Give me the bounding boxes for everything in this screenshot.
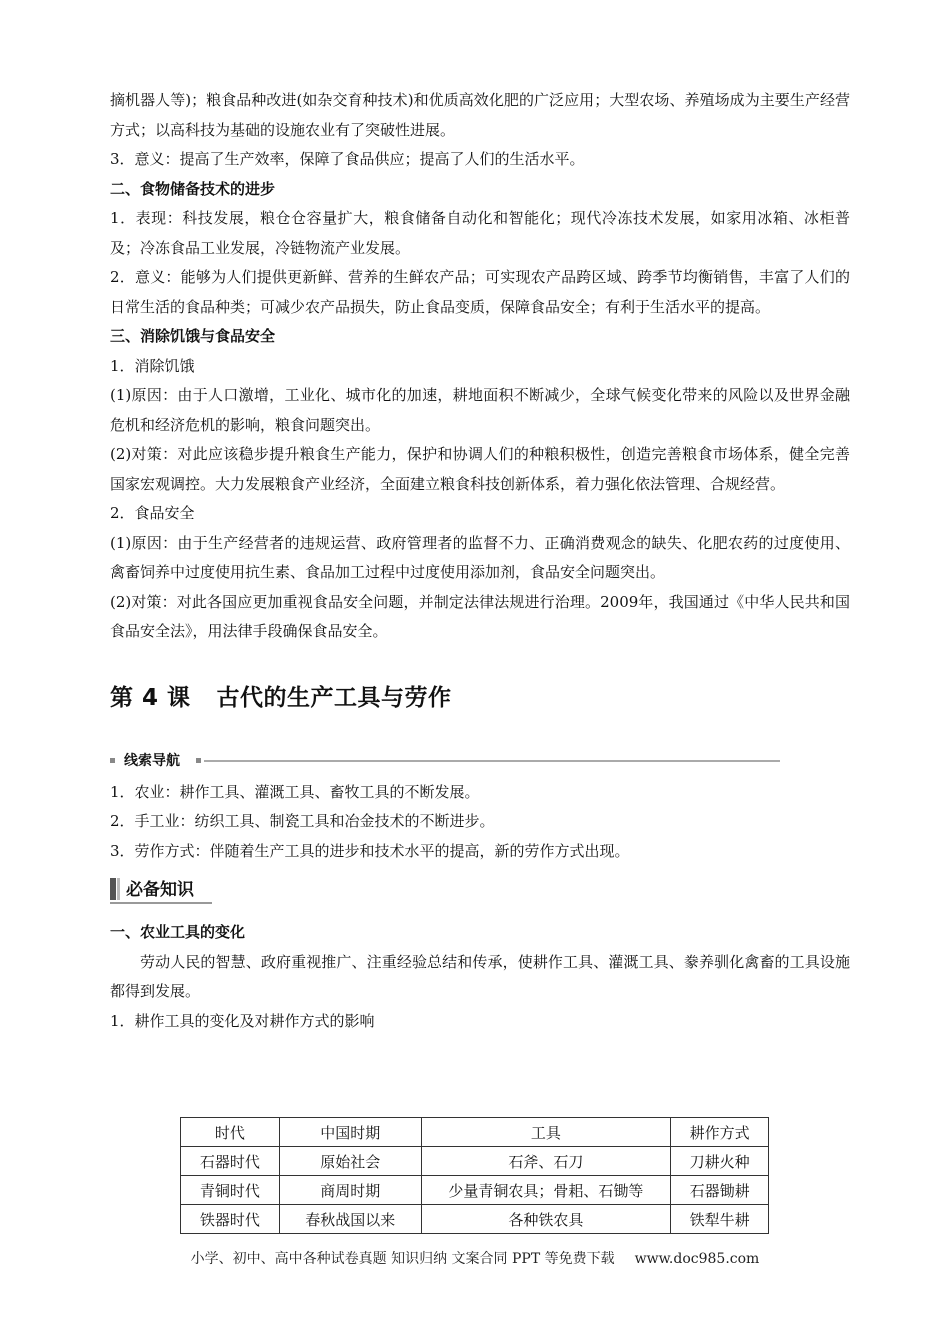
table-cell: 各种铁农具 [421,1205,671,1234]
table-cell: 原始社会 [279,1147,421,1176]
lesson-number: 第 4 课 [110,684,191,711]
paragraph: (2)对策：对此应该稳步提升粮食生产能力，保护和协调人们的种粮积极性，创造完善粮食市场体系，健全完善国家宏观调控。大力发展粮食产业经济，全面建立粮食科技创新体系，着力强化依法管理、合规经营。 [110,445,850,493]
essential-knowledge-tag [110,876,850,904]
clue-navigation-bar [110,750,850,772]
clue-navigation-label: 线索导航 [124,752,180,769]
divider-line [204,760,780,762]
table-cell: 少量青铜农具；骨耜、石锄等 [421,1176,671,1205]
section-heading: 二、食物储备技术的进步 [110,179,276,198]
paragraph: 摘机器人等)；粮食品种改进(如杂交育种技术)和优质高效化肥的广泛应用；大型农场、养殖场成为主要生产经营方式；以高科技为基础的设施农业有了突破性进展。 [110,91,850,139]
table-cell: 春秋战国以来 [279,1205,421,1234]
table-header: 工具 [421,1118,671,1147]
table-cell: 青铜时代 [181,1176,280,1205]
section-heading: 三、消除饥饿与食品安全 [110,327,276,345]
paragraph: 劳动人民的智慧、政府重视推广、注重经验总结和传承，使耕作工具、灌溉工具、豢养驯化禽畜的工具设施都得到发展。 [110,952,850,1000]
list-item: 2．手工业：纺织工具、制瓷工具和冶金技术的不断进步。 [110,812,495,830]
essential-knowledge-label: 必备知识 [126,880,194,900]
table-row [181,1147,769,1176]
table-header: 耕作方式 [671,1118,769,1147]
table-cell: 铁器时代 [181,1205,280,1234]
footer-site-link[interactable]: www.doc985.com [634,1251,760,1267]
table-cell: 铁犁牛耕 [671,1205,769,1234]
table-cell: 石器时代 [181,1147,280,1176]
paragraph: (2)对策：对此各国应更加重视食品安全问题，并制定法律法规进行治理。2009年，我国通过《中华人民共和国食品安全法》，用法律手段确保食品安全。 [110,592,850,640]
paragraph: (1)原因：由于人口激增，工业化、城市化的加速，耕地面积不断减少，全球气候变化带来的风险以及世界金融危机和经济危机的影响，粮食问题突出。 [110,386,850,434]
table-row [181,1176,769,1205]
tag-underline [110,902,212,904]
table-header-row [181,1118,769,1147]
table-cell: 石斧、石刀 [421,1147,671,1176]
list-item: 3．劳作方式：伴随着生产工具的进步和技术水平的提高，新的劳作方式出现。 [110,841,630,860]
subheading: 2．食品安全 [110,504,195,522]
lesson-name: 古代的生产工具与劳作 [216,684,452,711]
table-cell: 刀耕火种 [671,1147,769,1176]
subheading: 1．消除饥饿 [110,356,195,375]
section-heading: 一、农业工具的变化 [110,923,246,941]
farming-tools-table [180,1117,769,1234]
table-cell: 石器锄耕 [671,1176,769,1205]
list-item: 1．农业：耕作工具、灌溉工具、畜牧工具的不断发展。 [110,782,480,801]
tag-bar-icon [117,878,120,900]
paragraph: 1．表现：科技发展，粮仓仓容量扩大，粮食储备自动化和智能化；现代冷冻技术发展，如家用冰箱、冰柜普及；冷冻食品工业发展，冷链物流产业发展。 [110,209,850,257]
square-bullet-icon [110,758,115,763]
table-header: 时代 [181,1118,280,1147]
page-content [110,86,850,1036]
square-bullet-icon [196,758,201,763]
table-row [181,1205,769,1234]
table-header: 中国时期 [279,1118,421,1147]
table-cell: 商周时期 [279,1176,421,1205]
paragraph: 2．意义：能够为人们提供更新鲜、营养的生鲜农产品；可实现农产品跨区域、跨季节均衡销售，丰富了人们的日常生活的食品种类；可减少农产品损失，防止食品变质，保障食品安全；有利于生活水平的提高。 [110,268,850,316]
lesson-title [110,679,850,712]
paragraph: 3．意义：提高了生产效率，保障了食品供应；提高了人们的生活水平。 [110,150,585,168]
subheading: 1．耕作工具的变化及对耕作方式的影响 [110,1011,375,1030]
page-footer [0,1248,950,1268]
paragraph: (1)原因：由于生产经营者的违规运营、政府管理者的监督不力、正确消费观念的缺失、化肥农药的过度使用、禽畜饲养中过度使用抗生素、食品加工过程中过度使用添加剂，食品安全问题突出。 [110,533,850,581]
tag-bar-icon [110,878,116,900]
footer-text: 小学、初中、高中各种试卷真题 知识归纳 文案合同 PPT 等免费下载 [190,1251,615,1267]
